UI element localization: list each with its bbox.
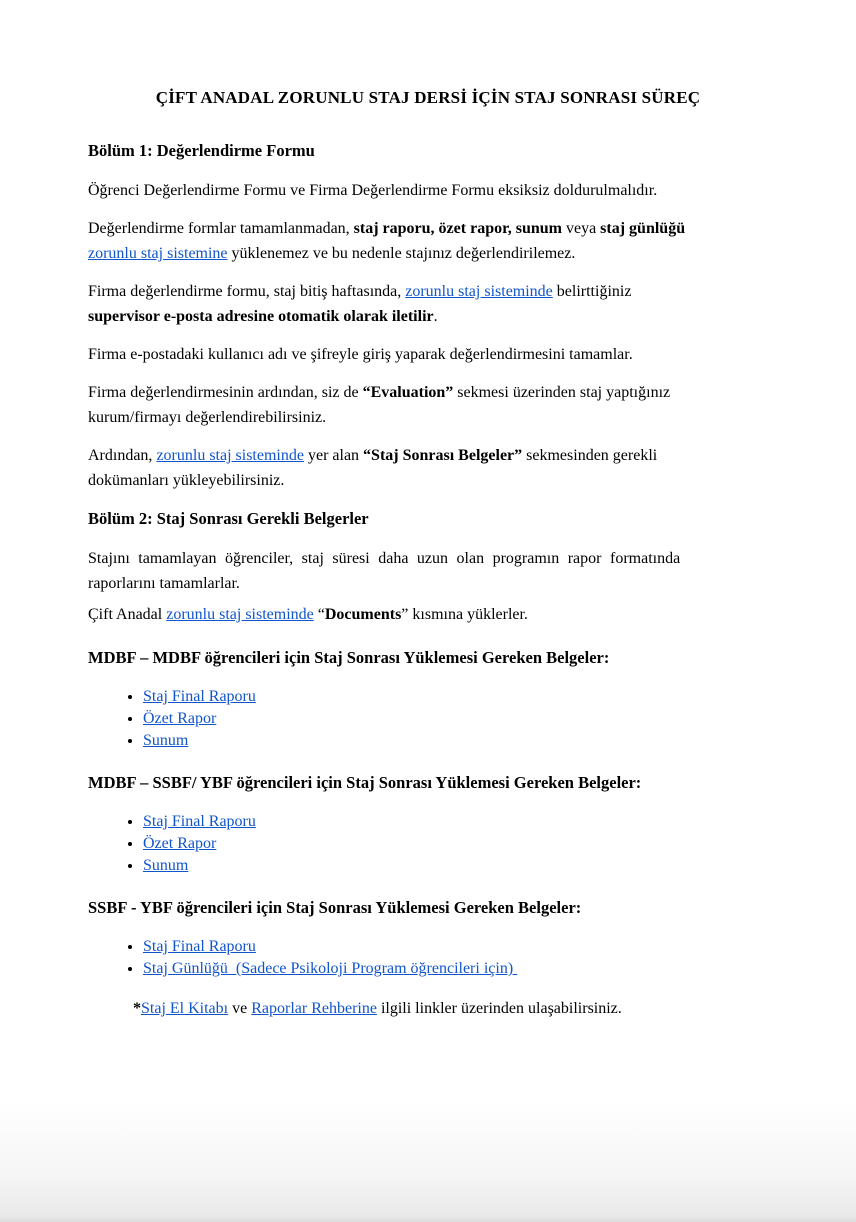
text-run: Öğrenci Değerlendirme Formu ve Firma Değerlendirme Formu eksiksiz doldurulmalıdır. [88,182,658,199]
text-run: Değerlendirme formlar tamamlanmadan, [88,220,354,237]
text-run: yüklenemez ve bu nedenle stajınız değerlendirilemez. [227,245,576,262]
text-run: yer alan [303,447,364,464]
text-run: ve [228,1000,252,1017]
paragraph-evaluation-tab [88,380,768,430]
paragraph-company-form-email [88,279,768,329]
list-item [143,686,768,708]
group-mdbf-mdbf-heading: MDBF – MDBF öğrencileri için Staj Sonrası Yüklemesi Gereken Belgeler: [88,648,610,667]
group-ssbf-ybf-list [88,936,768,980]
hyperlink[interactable]: Staj Günlüğü (Sadece Psikoloji Program öğrencileri için) [143,960,518,977]
text-run: Documents [324,606,402,623]
group-mdbf-ssbf-list [88,811,768,877]
hyperlink[interactable]: zorunlu staj sistemine [88,245,228,262]
text-run: Firma e-postadaki kullanıcı adı ve şifreyle giriş yaparak değerlendirmesini tamamlar. [88,346,633,363]
text-run: sekmesinden gerekli [522,447,658,464]
text-run: veya [561,220,601,237]
hyperlink[interactable]: Sunum [143,857,189,874]
text-run: Stajını tamamlayan öğrenciler, staj süresi daha uzun olan programın rapor formatında [88,550,681,567]
text-run: raporlarını tamamlarlar. [88,575,240,592]
footnote [88,996,768,1021]
text-run: ilgili linkler üzerinden ulaşabilirsiniz. [376,1000,622,1017]
paragraph-company-login [88,342,768,367]
text-run: Firma değerlendirmesinin ardından, siz de [88,384,363,401]
text-run: staj raporu, özet rapor, sunum [353,220,562,237]
text-run: * [133,1000,141,1017]
text-run: kurum/firmayı değerlendirebilirsiniz. [88,409,327,426]
hyperlink[interactable]: zorunlu staj sisteminde [405,283,553,300]
hyperlink[interactable]: zorunlu staj sisteminde [156,447,304,464]
list-item [143,730,768,752]
hyperlink[interactable]: Özet Rapor [143,710,217,727]
section2-heading: Bölüm 2: Staj Sonrası Gerekli Belgerler [88,509,369,528]
paragraph-report-format [88,546,768,596]
group-mdbf-ssbf-heading: MDBF – SSBF/ YBF öğrencileri için Staj Sonrası Yüklemesi Gereken Belgeler: [88,773,642,792]
text-run: “Staj Sonrası Belgeler” [363,447,523,464]
text-run: Firma değerlendirme formu, staj bitiş haftasında, [88,283,406,300]
text-run: ” kısmına yüklerler. [401,606,528,623]
paragraph-post-internship-docs [88,443,768,493]
text-run: dokümanları yükleyebilirsiniz. [88,472,285,489]
list-item [143,811,768,833]
text-run: “Evaluation” [362,384,454,401]
paragraph-evaluation-forms [88,178,768,203]
text-run: Ardından, [88,447,157,464]
text-run: Çift Anadal [88,606,167,623]
text-run: sekmesi üzerinden staj yaptığınız [453,384,671,401]
hyperlink[interactable]: zorunlu staj sisteminde [166,606,314,623]
list-item [143,936,768,958]
paragraph-upload-blocked [88,216,768,266]
hyperlink[interactable]: Staj Final Raporu [143,938,256,955]
group-mdbf-mdbf-list [88,686,768,752]
text-run: supervisor e-posta adresine otomatik olarak iletilir [88,308,434,325]
text-run: staj günlüğü [600,220,686,237]
group-ssbf-ybf-heading: SSBF - YBF öğrencileri için Staj Sonrası Yüklemesi Gereken Belgeler: [88,898,582,917]
section1-heading: Bölüm 1: Değerlendirme Formu [88,141,315,160]
list-item [143,855,768,877]
paragraph-documents-upload [88,602,768,627]
document-title: ÇİFT ANADAL ZORUNLU STAJ DERSİ İÇİN STAJ SONRASI SÜREÇ [155,88,701,107]
list-item [143,833,768,855]
text-run: “ [313,606,325,623]
hyperlink[interactable]: Raporlar Rehberine [251,1000,377,1017]
hyperlink[interactable]: Sunum [143,732,189,749]
hyperlink[interactable]: Özet Rapor [143,835,217,852]
hyperlink[interactable]: Staj Final Raporu [143,688,256,705]
list-item [143,958,768,980]
text-run: belirttiğiniz [552,283,632,300]
hyperlink[interactable]: Staj El Kitabı [141,1000,229,1017]
hyperlink[interactable]: Staj Final Raporu [143,813,256,830]
list-item [143,708,768,730]
text-run: . [433,308,438,325]
